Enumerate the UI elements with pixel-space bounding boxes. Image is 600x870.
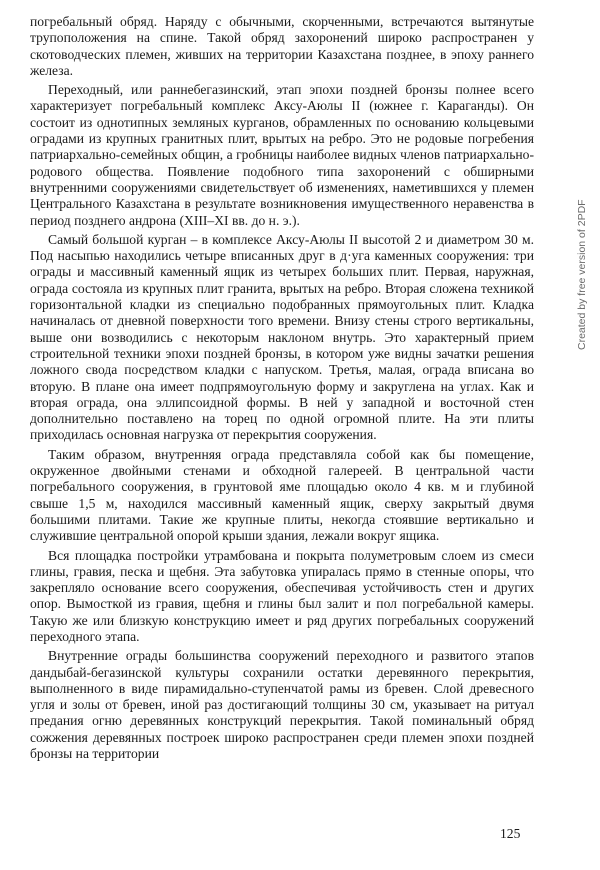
page-number: 125 [500,826,521,841]
paragraph-largest-kurgan: Самый большой курган – в комплексе Аксу-Аюлы II высотой 2 и диаметром 30 м. Под насыпью находились четыре вписанных друг в д·уга каменных сооружения: три ограды и массивный каменный ящик из четырех больших плит. Первая, наружная, ограда состояла из крупных плит гранита, врытых на ребро. Вторая сложена техникой горизонтальной кладки из специально подобранных прямоугольных плит. Кладка начиналась от дневной поверхности того времени. Внизу стены строго вертикальны, выше они возводились с некоторым наклоном внутрь. Это характерный прием строительной техники эпохи поздней бронзы, в котором уже видны зачатки решения ложного свода посредством кладки с напуском. Третья, малая, ограда вписана во вторую. В плане она имеет подпрямоугольную форму и закруглена на углах. Как и вторая ограда, она эллипсоидной формы. В ней у западной и восточной стен дополнительно поставлено на торец по одной огромной плите. На эти плиты приходилась основная нагрузка от перекрытия сооружения. [30,231,534,443]
watermark-text: Created by free version of 2PDF [576,199,588,350]
paragraph-burial-rite: погребальный обряд. Наряду с обычными, скорченными, встречаются вытянутые трупоположения на спине. Такой обряд захоронений широко распространен у скотоводческих племен, живших на территории Казахстана позднее, в эпоху раннего железа. [30,14,534,78]
page-body [30,14,534,765]
paragraph-inner-enclosure: Таким образом, внутренняя ограда представляла собой как бы помещение, окруженное двойными стенами и обходной галереей. В центральной части погребального сооружения, в грунтовой яме площадью около 4 кв. м и глубиной свыше 1,5 м, находился массивный каменный ящик, сверху закрытый двумя большими плитами. Такие же крупные плиты, некогда стоявшие вертикально и служившие центральной опорой крыши здания, лежали вокруг ящика. [30,446,534,544]
paragraph-wooden-roofing: Внутренние ограды большинства сооружений переходного и развитого этапов дандыбай-бегазинской культуры сохранили остатки деревянного перекрытия, выполненного в виде пирамидально-ступенчатой рамы из бревен. Слой древесного угля и золы от бревен, иной раз достигающий толщины 30 см, указывает на ритуал предания огню деревянных конструкций перекрытия. Такой поминальный обряд сожжения деревянных построек широко распространен среди племен эпохи поздней бронзы на территории [30,648,534,762]
paragraph-transitional-stage: Переходный, или раннебегазинский, этап эпохи поздней бронзы полнее всего характеризует погребальный комплекс Аксу-Аюлы II (южнее г. Караганды). Он состоит из однотипных земляных курганов, обрамленных по основанию кольцевыми оградами из крупных гранитных плит, врытых на ребро. Это не родовые погребения патриархально-семейных общин, а гробницы наиболее видных членов патриархально-родового общества. Появление подобного типа захоронений с обширными внутренними сооружениями свидетельствует об изменениях, наметившихся у племен Центрального Казахстана в результате возникновения имущественного неравенства в период позднего андрона (XIII–XI вв. до н. э.). [30,82,534,228]
paragraph-site-platform: Вся площадка постройки утрамбована и покрыта полуметровым слоем из смеси глины, гравия, песка и щебня. Эта забутовка упиралась прямо в стенные опоры, что закрепляло основание всего сооружения, обеспечивая устойчивость стен и других опор. Вымосткой из гравия, щебня и глины был залит и пол погребальной камеры. Такую же или близкую конструкцию имеет и ряд других погребальных сооружений переходного этапа. [30,547,534,644]
